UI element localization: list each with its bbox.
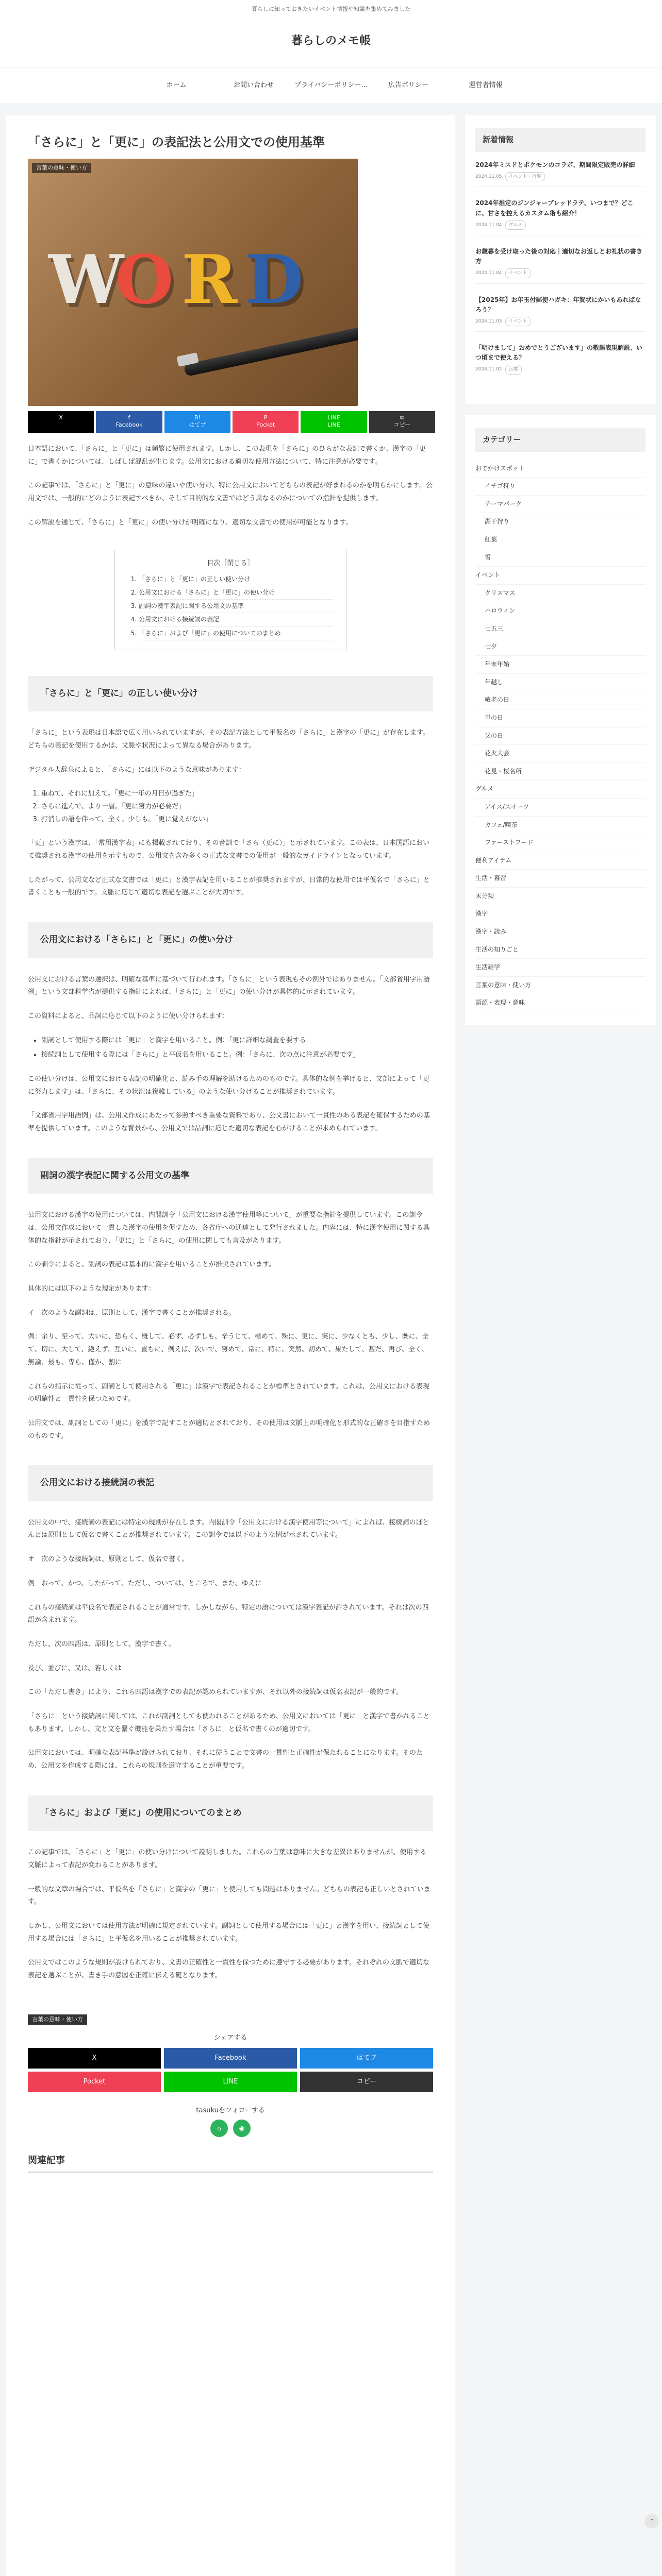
intro-paragraph: この記事では、「さらに」と「更に」の意味の違いや使い分け、特に公用文においてどちらの表記が好まれるのかを明らかにします。公用文では、一般的にどのように表記すべきか、そして目的的な文書ではどう異なるのかについての指針を提供します。 [28,482,433,503]
content-container [6,115,656,2576]
list-item: 3. 打消しの語を伴って、全く。少しも。「更に覚えがない」 [41,814,433,826]
toc-item[interactable]: 5. 「さらに」および「更に」の使用についてのまとめ [139,627,333,640]
toc-item[interactable]: 3. 副詞の漢字表記に関する公用文の基準 [139,600,333,613]
section-paragraph: この訓令によると、副詞の表記は基本的に漢字を用いることが推奨されています。 [28,1261,275,1269]
section-paragraph: 「さらに」という接続詞に関しては、これが副詞としても使われることがあるため、公用文においては「更に」と漢字で書かれることもあります。しかし、文と文を繋ぐ機能を果たす場合は「さらに」と仮名で書くのが適切です。 [28,1712,430,1733]
news-item[interactable]: 【2025年】お年玉付郵便ハガキ：年賀状にかいもあればなろう？ 2024.11.03 イベント [475,295,646,332]
section-paragraph: したがって、公用文など正式な文書では「更に」と漢字表記を用いることが推奨されますが、日常的な使用では平仮名で「さらに」と書くことも一般的です。文脈に応じて適切な表記を選ぶことが大切です。 [28,876,430,897]
category-widget [465,415,656,1025]
page-top-button[interactable]: ⌃ [644,2514,659,2529]
widget-title: 新着情報 [475,128,646,152]
letter-r: R [181,240,238,319]
category-item[interactable]: 生活・暮習 [475,870,646,888]
share-title: シェアする [213,2033,247,2042]
feedly-icon[interactable]: ◉ [233,2120,251,2137]
section-paragraph: この資料によると、品詞に応じて以下のように使い分けられます： [28,1012,229,1021]
category-item[interactable]: ハロウィン [475,602,646,620]
letter-d: D [245,240,304,319]
category-item[interactable]: おでかけスポット [475,460,646,478]
share-buttons-top [28,411,435,433]
toc-item[interactable]: 1. 「さらに」と「更に」の正しい使い分け [139,573,333,586]
share-copy-button[interactable]: コピー [300,2072,433,2092]
news-item[interactable]: 「明けまして」おめでとうございます」の敬語表現解説、いつ頃まで使える？ 2024.11.02 言葉 [475,343,646,380]
share-facebook-button[interactable]: Facebook [164,2048,297,2069]
toc-title[interactable]: 目次［閉じる］ [207,560,254,568]
section-paragraph: 例 おって、かつ、したがって、ただし、ついては、ところで、また、ゆえに [28,1579,262,1587]
letter-o: O [115,240,174,319]
category-item[interactable]: 漢字・読み [475,923,646,941]
article [6,115,455,2576]
widget-title: カテゴリー [475,428,646,452]
category-item[interactable]: 年末年始 [475,656,646,674]
nav-ad-policy[interactable]: 広告ポリシー [388,81,428,89]
section-paragraph: 例：余り、至って、大いに、恐らく、概して、必ず、必ずしも、辛うじて、極めて、殊に、更に、実に、少なくとも、少し、既に、全て、切に、大して、絶えず、互いに、直ちに、例えば、次いで、努めて、常に、特に、突然、初めて、果たして、甚だ、再び、全く、無論、最も、専ら、僅か、割に [28,1333,429,1366]
section-heading: 副詞の漢字表記に関する公用文の基準 [28,1158,433,1194]
word-letters [48,241,305,318]
nav-home[interactable]: ホーム [166,81,187,89]
category-badge[interactable]: 言葉の意味・使い方 [32,163,91,173]
category-item[interactable]: 語源・表現・意味 [475,994,646,1012]
category-item[interactable]: クリスマス [475,585,646,603]
share-facebook-button[interactable]: f Facebook [96,411,162,433]
section-paragraph: しかし、公用文においては使用方法が明確に規定されています。副詞として使用する場合には「更に」と漢字を用い、接続詞として使用する場合には「さらに」と平仮名を用いることが推奨されています。 [28,1922,429,1943]
category-item[interactable]: 生活雑学 [475,959,646,977]
x-icon: X [59,414,63,421]
pen-graphic [184,324,358,377]
related-title: 関連記事 [28,2153,433,2172]
section-heading: 公用文における接続詞の表記 [28,1465,433,1501]
facebook-icon: f [128,414,130,421]
category-item[interactable]: 花見・桜名所 [475,763,646,781]
section-paragraph: これらの指示に従って、副詞として使用される「更に」は漢字で表記されることが標準とされています。これは、公用文における表現の明確性と一貫性を保つためです。 [28,1382,429,1403]
category-item[interactable]: 漢字 [475,905,646,923]
category-list [475,460,646,1012]
intro-paragraph: 日本語において、「さらに」と「更に」は頻繁に使用されます。しかし、この表現を「さらに」のひらがな表記で書くか、漢字の「更に」で書くかについては、しばしば混乱が生じます。公用文における適切な使用方法について、特に注意が必要です。 [28,445,426,466]
category-item[interactable]: テーマパーク [475,496,646,514]
category-item[interactable]: 湖干狩り [475,513,646,531]
section-paragraph: 具体的には以下のような規定があります： [28,1285,156,1293]
section-heading: 公用文における「さらに」と「更に」の使い分け [28,922,433,958]
share-line-button[interactable]: LINE [164,2072,297,2092]
category-tag[interactable]: 言葉の意味・使い方 [28,2014,87,2025]
section-paragraph: 公用文における漢字の使用については、内閣訓令「公用文における漢字使用等について」が重要な指針を提供しています。この訓令は、公用文作成において一貫した漢字の使用を促すため、各省庁への通達として発行されました。内容には、特に漢字使用に関する具体的な指針が示されており、「更に」と「さらに」の使用に関しても言及があります。 [28,1211,430,1245]
nav-operator[interactable]: 運営者情報 [469,81,503,89]
section-paragraph: 「更」という漢字は、「常用漢字表」にも掲載されており、その音訓で「さら（更に）」と示されています。この表は、日本国語において推奨される漢字の使用を示すもので、公用文を含む多くの正式な文書での使用が一般的なガイドラインとなっています。 [28,839,429,860]
section-paragraph: 一般的な文章の場合では、平仮名を「さらに」と漢字の「更に」と使用しても問題はありません。どちらの表記も正しいとされています。 [28,1885,431,1906]
news-item[interactable]: 2024年推定のジンジャーブレッドラテ、いつまで？どこに、甘さを控えるカスタム術も紹介！ 2024.11.04 グルメ [475,198,646,235]
list-item: • 副詞として使用する際には「更に」と漢字を用いること。例：「更に詳細な調査を要する」 [41,1035,433,1047]
site-header [0,15,662,67]
toc-item[interactable]: 4. 公用文における接続詞の表記 [139,613,333,626]
eyecatch-image [28,159,358,406]
list-item: 1. 重ねて、それに加えて。「更に一年の月日が過ぎた」 [41,788,433,801]
section-heading: 「さらに」と「更に」の正しい使い分け [28,676,433,712]
usage-list [41,1035,433,1062]
section-paragraph: 公用文ではこのような規則が設けられており、文書の正確性と一貫性を保つために遵守する必要があります。それぞれの文脈で適切な表記を選ぶことが、書き手の意図を正確に伝える鍵となります。 [28,1959,429,1980]
nav-contact[interactable]: お問い合わせ [233,81,274,89]
share-x-button[interactable] [28,411,94,433]
section-paragraph: 公用文における言葉の選択は、明確な基準に基づいて行われます。「さらに」という表現もその例外ではありません。「文部省用字用語例」という文部科学省が提供する指針によれば、「さらに」と「更に」の使い分けが具体的に示されています。 [28,975,430,996]
site-title[interactable]: 暮らしのメモ帳 [291,35,371,47]
category-item[interactable]: 七五三 [475,620,646,638]
share-copy-button[interactable]: ⧉ コピー [369,411,435,433]
category-item[interactable]: 花火大会 [475,745,646,763]
section-paragraph: 公用文では、副詞としての「更に」を漢字で記すことが適切とされており、その使用は文脈上の明確化と形式的な正確さを目指すためのものです。 [28,1419,431,1440]
news-item[interactable]: 2024年ミスドとポケモンのコラボ、期間限定販売の詳細 2024.11.05 イベント・行事 [475,160,646,187]
section-paragraph: ただし、次の四語は、原則として、漢字で書く。 [28,1640,175,1648]
share-buttons-bottom [28,2048,433,2092]
list-item: • 接続詞として使用する際には「さらに」と平仮名を用いること。例：「さらに、次の点に注意が必要です」 [41,1049,433,1062]
share-hatena-button[interactable]: B! はてブ [164,411,230,433]
section-paragraph: 「文部省用字用語例」は、公用文作成にあたって参照すべき重要な資料であり、公文書において一貫性のある表記を確保するための基準を提供しています。このような背景から、公用文では品詞に応じた適切な表記を心がけることが求められています。 [28,1112,430,1133]
pocket-icon: P [263,414,268,421]
intro-paragraph: この解説を通じて、「さらに」と「更に」の使い分けが明確になり、適切な文書での使用が可能となります。 [28,518,353,527]
global-nav [0,67,662,103]
section-paragraph: この記事では、「さらに」と「更に」の使い分けについて説明しました。これらの言葉は意味に大きな差異はありませんが、使用する文脈によって表記が変わることがあります。 [28,1849,427,1869]
share-x-button[interactable]: X [28,2048,161,2069]
category-item[interactable]: 年越し [475,674,646,692]
home-icon[interactable]: ⌂ [210,2120,228,2137]
section-paragraph: 「さらに」という表現は日本語で広く用いられていますが、その表記方法として平仮名の「さらに」と漢字の「更に」が存在します。どちらの表記を使用するかは、文脈や状況によって異なる場合があります。 [28,729,429,750]
section-heading: 「さらに」および「更に」の使用についてのまとめ [28,1795,433,1832]
header-tagline: 暮らしに知っておきたいイベント情報や知識を集めてみました [0,0,662,15]
section-paragraph: これらの接続詞は平仮名で表記されることが通常です。しかしながら、特定の語については漢字表記が許されています。それは次の四語が含まれます。 [28,1603,429,1624]
category-item[interactable]: イチゴ狩り [475,478,646,496]
line-icon: LINE [327,414,340,421]
follow-icons [28,2120,433,2137]
section-paragraph: 及び、並びに、又は、若しくは [28,1664,122,1672]
share-line-button[interactable]: LINE LINE [301,411,367,433]
section-paragraph: 公用文においては、明確な表記基準が設けられており、それに従うことで文書の一貫性と正確性が保たれることになります。そのため、公用文を作成する際には、これらの規則を遵守することが重要です。 [28,1749,423,1770]
category-item[interactable]: 父の日 [475,727,646,745]
category-item[interactable]: グルメ [475,781,646,799]
category-item[interactable]: イベント [475,567,646,585]
category-item[interactable]: ファーストフード [475,834,646,852]
section-paragraph: イ 次のような副詞は、原則として、漢字で書くことが推奨される。 [28,1309,236,1317]
category-item[interactable]: 敬老の日 [475,691,646,709]
nav-privacy[interactable]: プライバシーポリシー... [294,81,368,89]
category-item[interactable]: アイス/スイーツ [475,799,646,817]
category-item[interactable]: 紅葉 [475,531,646,549]
share-hatena-button[interactable]: はてブ [300,2048,433,2069]
category-item[interactable]: カフェ/喫茶 [475,817,646,835]
section-paragraph: この「ただし書き」により、これら四語は漢字での表記が認められていますが、それ以外の接続詞は仮名表記が一般的です。 [28,1688,403,1697]
letter-w: W [48,240,124,319]
follow-title: tasukuをフォローする [196,2106,265,2114]
article-title: 「さらに」と「更に」の表記法と公用文での使用基準 [28,135,325,149]
sidebar [465,115,656,2576]
category-item[interactable]: 七夕 [475,638,646,656]
share-pocket-button[interactable]: P Pocket [233,411,299,433]
table-of-contents [114,550,346,650]
category-item[interactable]: 母の日 [475,709,646,727]
meaning-list [41,788,433,826]
section-paragraph: 公用文の中で、接続詞の表記には特定の規則が存在します。内閣訓令「公用文における漢字使用等について」によれば、接続詞のほとんどは原則として仮名で書くことが推奨されています。この訓令では以下のような例が示されています。 [28,1518,429,1539]
category-item[interactable]: 生活の知りごと [475,941,646,959]
hatena-icon: B! [194,414,201,421]
section-paragraph: デジタル大辞泉によると、「さらに」には以下のような意味があります： [28,766,245,774]
copy-icon: ⧉ [400,414,404,421]
share-pocket-button[interactable]: Pocket [28,2072,161,2092]
news-item[interactable]: お歳暮を受け取った後の対応｜適切なお返しとお礼状の書き方 2024.11.04 イベント [475,247,646,284]
toc-item[interactable]: 2. 公用文における「さらに」と「更に」の使い分け [139,586,333,600]
section-paragraph: この使い分けは、公用文における表記の明確化と、読み手の理解を助けるためのものです。具体的な例を挙げると、文部によって「更に努力します」は、「さらに、その状況は複雑している」のような使い分けることが推奨されています。 [28,1075,429,1096]
category-item[interactable]: 未分類 [475,888,646,906]
category-item[interactable]: 便利アイテム [475,852,646,870]
category-item[interactable]: 言葉の意味・使い方 [475,977,646,995]
list-item: 2. さらに進んで、より一層。「更に努力が必要だ」 [41,801,433,814]
news-widget [465,115,656,404]
section-paragraph: オ 次のような接続詞は、原則として、仮名で書く。 [28,1555,189,1564]
category-item[interactable]: 雪 [475,549,646,567]
